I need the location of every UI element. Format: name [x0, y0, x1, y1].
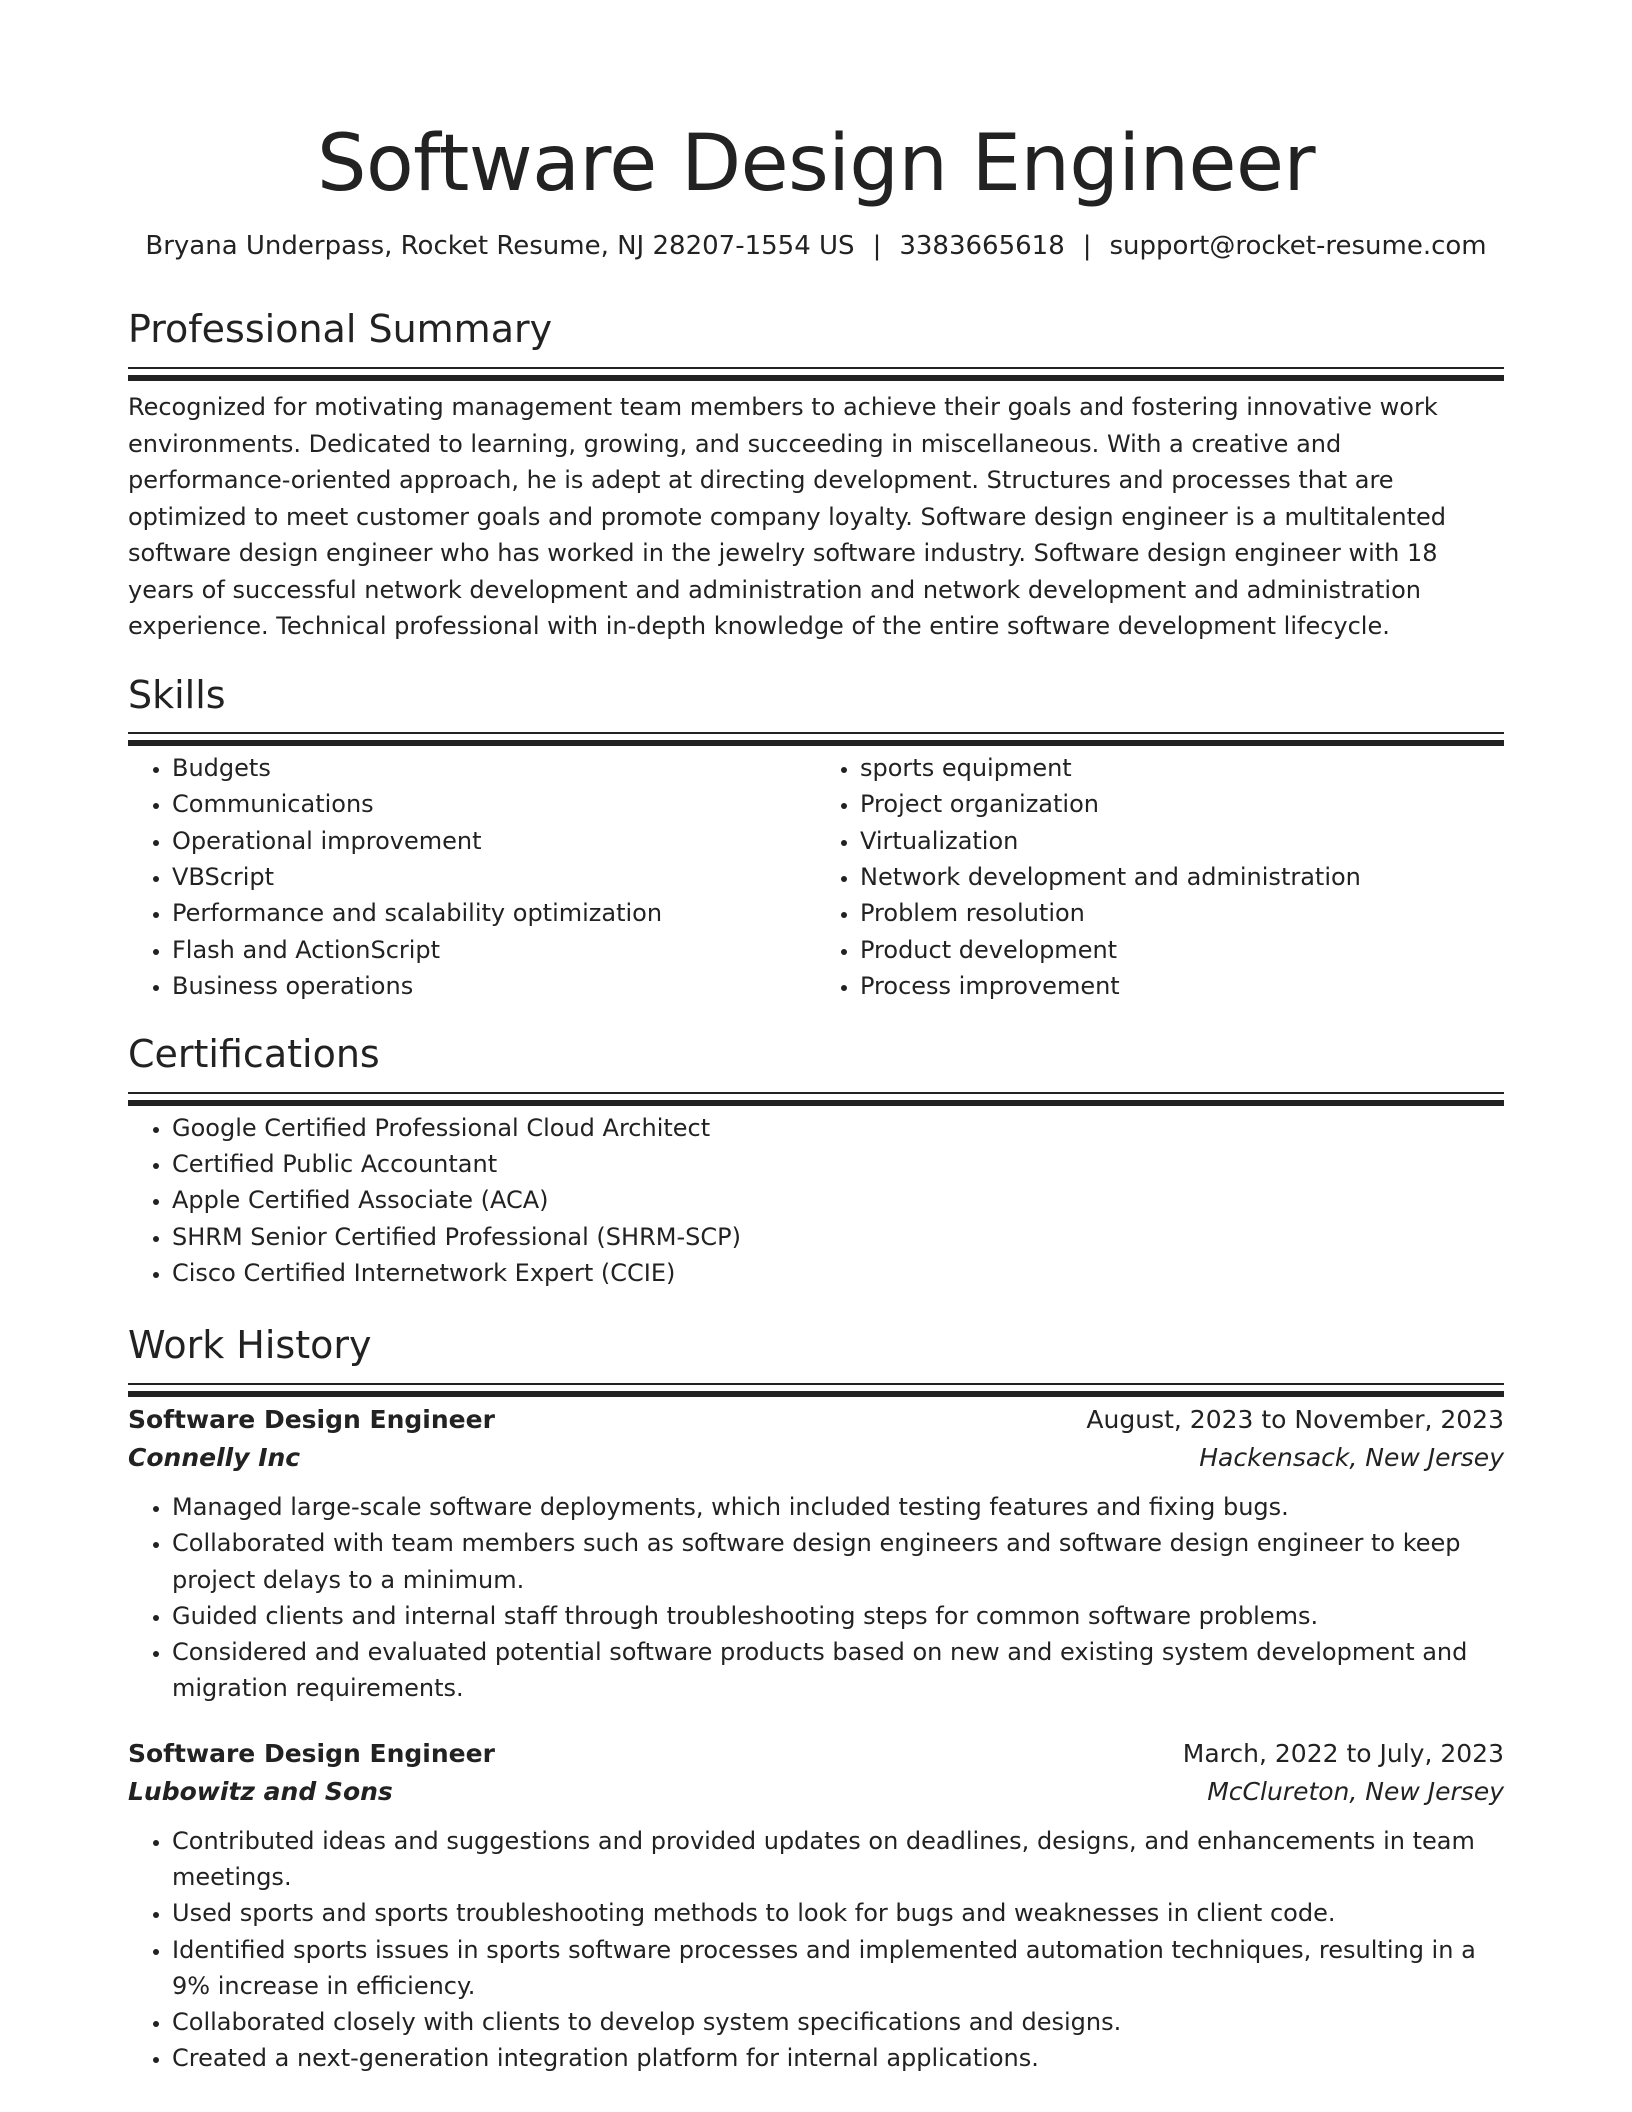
job-bullet: • Contributed ideas and suggestions and provided updates on deadlines, designs, and enhancements in team meetings. — [172, 1823, 1504, 1896]
contact-separator: | — [872, 230, 882, 261]
skill-item: • Operational improvement — [172, 823, 816, 859]
skill-item: • sports equipment — [860, 750, 1504, 786]
job-bullet: • Managed large-scale software deployments, which included testing features and fixing bugs. — [172, 1489, 1504, 1525]
job-header-row — [128, 1401, 1504, 1439]
skill-item: • Performance and scalability optimization — [172, 895, 816, 931]
skill-item: • Budgets — [172, 750, 816, 786]
certification-item: • Certified Public Accountant — [172, 1146, 1504, 1182]
job-company-row — [128, 1773, 1504, 1811]
job-dates: August, 2023 to November, 2023 — [1086, 1404, 1504, 1434]
contact-address: Bryana Underpass, Rocket Resume, NJ 28207-1554 US — [145, 230, 855, 261]
job-title: Software Design Engineer — [128, 1404, 495, 1434]
summary-heading: Professional Summary — [128, 307, 553, 352]
job-bullets — [128, 1489, 1504, 1707]
certifications-section — [128, 1032, 1504, 1291]
job-dates: March, 2022 to July, 2023 — [1182, 1738, 1504, 1768]
job-title: Software Design Engineer — [128, 1738, 495, 1768]
skills-list-left — [128, 750, 816, 1004]
certification-item: • Apple Certified Associate (ACA) — [172, 1182, 1504, 1218]
job-header-row — [128, 1735, 1504, 1773]
section-divider — [128, 367, 1504, 369]
job-bullets — [128, 1823, 1504, 2077]
skill-item: • Network development and administration — [860, 859, 1504, 895]
skills-column-right — [816, 750, 1504, 1004]
work-history-section — [128, 1323, 1504, 2076]
skill-item: • Virtualization — [860, 823, 1504, 859]
certifications-list — [128, 1110, 1504, 1291]
job-location: Hackensack, New Jersey — [1199, 1442, 1504, 1472]
certification-item: • Cisco Certified Internetwork Expert (CCIE) — [172, 1255, 1504, 1291]
section-divider — [128, 1092, 1504, 1094]
skill-item: • Process improvement — [860, 968, 1504, 1004]
certifications-heading: Certifications — [128, 1032, 380, 1077]
job-bullet: • Identified sports issues in sports software processes and implemented automation techniques, resulting in a 9% increase in efficiency. — [172, 1932, 1504, 2005]
skills-grid — [128, 750, 1504, 1004]
work-history-heading: Work History — [128, 1323, 372, 1368]
skill-item: • VBScript — [172, 859, 816, 895]
skill-item: • Problem resolution — [860, 895, 1504, 931]
job-company: Connelly Inc — [128, 1442, 301, 1472]
skill-item: • Communications — [172, 786, 816, 822]
resume-title: Software Design Engineer — [316, 119, 1316, 209]
contact-line — [128, 230, 1504, 264]
job-entry — [128, 1735, 1504, 2077]
contact-phone: 3383665618 — [899, 230, 1065, 261]
job-location: McClureton, New Jersey — [1207, 1776, 1504, 1806]
job-bullet: • Collaborated closely with clients to develop system specifications and designs. — [172, 2004, 1504, 2040]
skills-column-left — [128, 750, 816, 1004]
job-entry — [128, 1401, 1504, 1707]
section-divider — [128, 732, 1504, 734]
skills-heading: Skills — [128, 672, 226, 717]
summary-section — [128, 307, 1504, 644]
job-bullet: • Used sports and sports troubleshooting methods to look for bugs and weaknesses in client code. — [172, 1895, 1504, 1931]
skills-list-right — [816, 750, 1504, 1004]
section-divider — [128, 1383, 1504, 1385]
skill-item: • Project organization — [860, 786, 1504, 822]
job-company-row — [128, 1439, 1504, 1477]
contact-separator: | — [1082, 230, 1092, 261]
job-bullet: • Collaborated with team members such as software design engineers and software design engineer to keep project delays to a minimum. — [172, 1525, 1504, 1598]
skills-section — [128, 673, 1504, 1005]
job-bullet: • Considered and evaluated potential software products based on new and existing system development and migration requirements. — [172, 1634, 1504, 1707]
summary-text: Recognized for motivating management team members to achieve their goals and fostering innovative work environments. Dedicated to learning, growing, and succeeding in miscellaneous. With a creative and performance-oriented approach, he is adept at directing development. Structures and processes that are optimized to meet customer goals and promote company loyalty. Software design engineer is a multitalented software design engineer who has worked in the jewelry software industry. Software design engineer with 18 years of successful network development and administration and network development and administration experience. Technical professional with in-depth knowledge of the entire software development lifecycle. — [128, 393, 1446, 641]
job-company: Lubowitz and Sons — [128, 1776, 393, 1806]
contact-email[interactable]: support@rocket-resume.com — [1109, 230, 1487, 261]
resume-page — [128, 0, 1504, 2077]
skill-item: • Business operations — [172, 968, 816, 1004]
skill-item: • Product development — [860, 932, 1504, 968]
certification-item: • SHRM Senior Certified Professional (SHRM-SCP) — [172, 1219, 1504, 1255]
skill-item: • Flash and ActionScript — [172, 932, 816, 968]
job-bullet: • Created a next-generation integration platform for internal applications. — [172, 2040, 1504, 2076]
certification-item: • Google Certified Professional Cloud Architect — [172, 1110, 1504, 1146]
job-bullet: • Guided clients and internal staff through troubleshooting steps for common software problems. — [172, 1598, 1504, 1634]
